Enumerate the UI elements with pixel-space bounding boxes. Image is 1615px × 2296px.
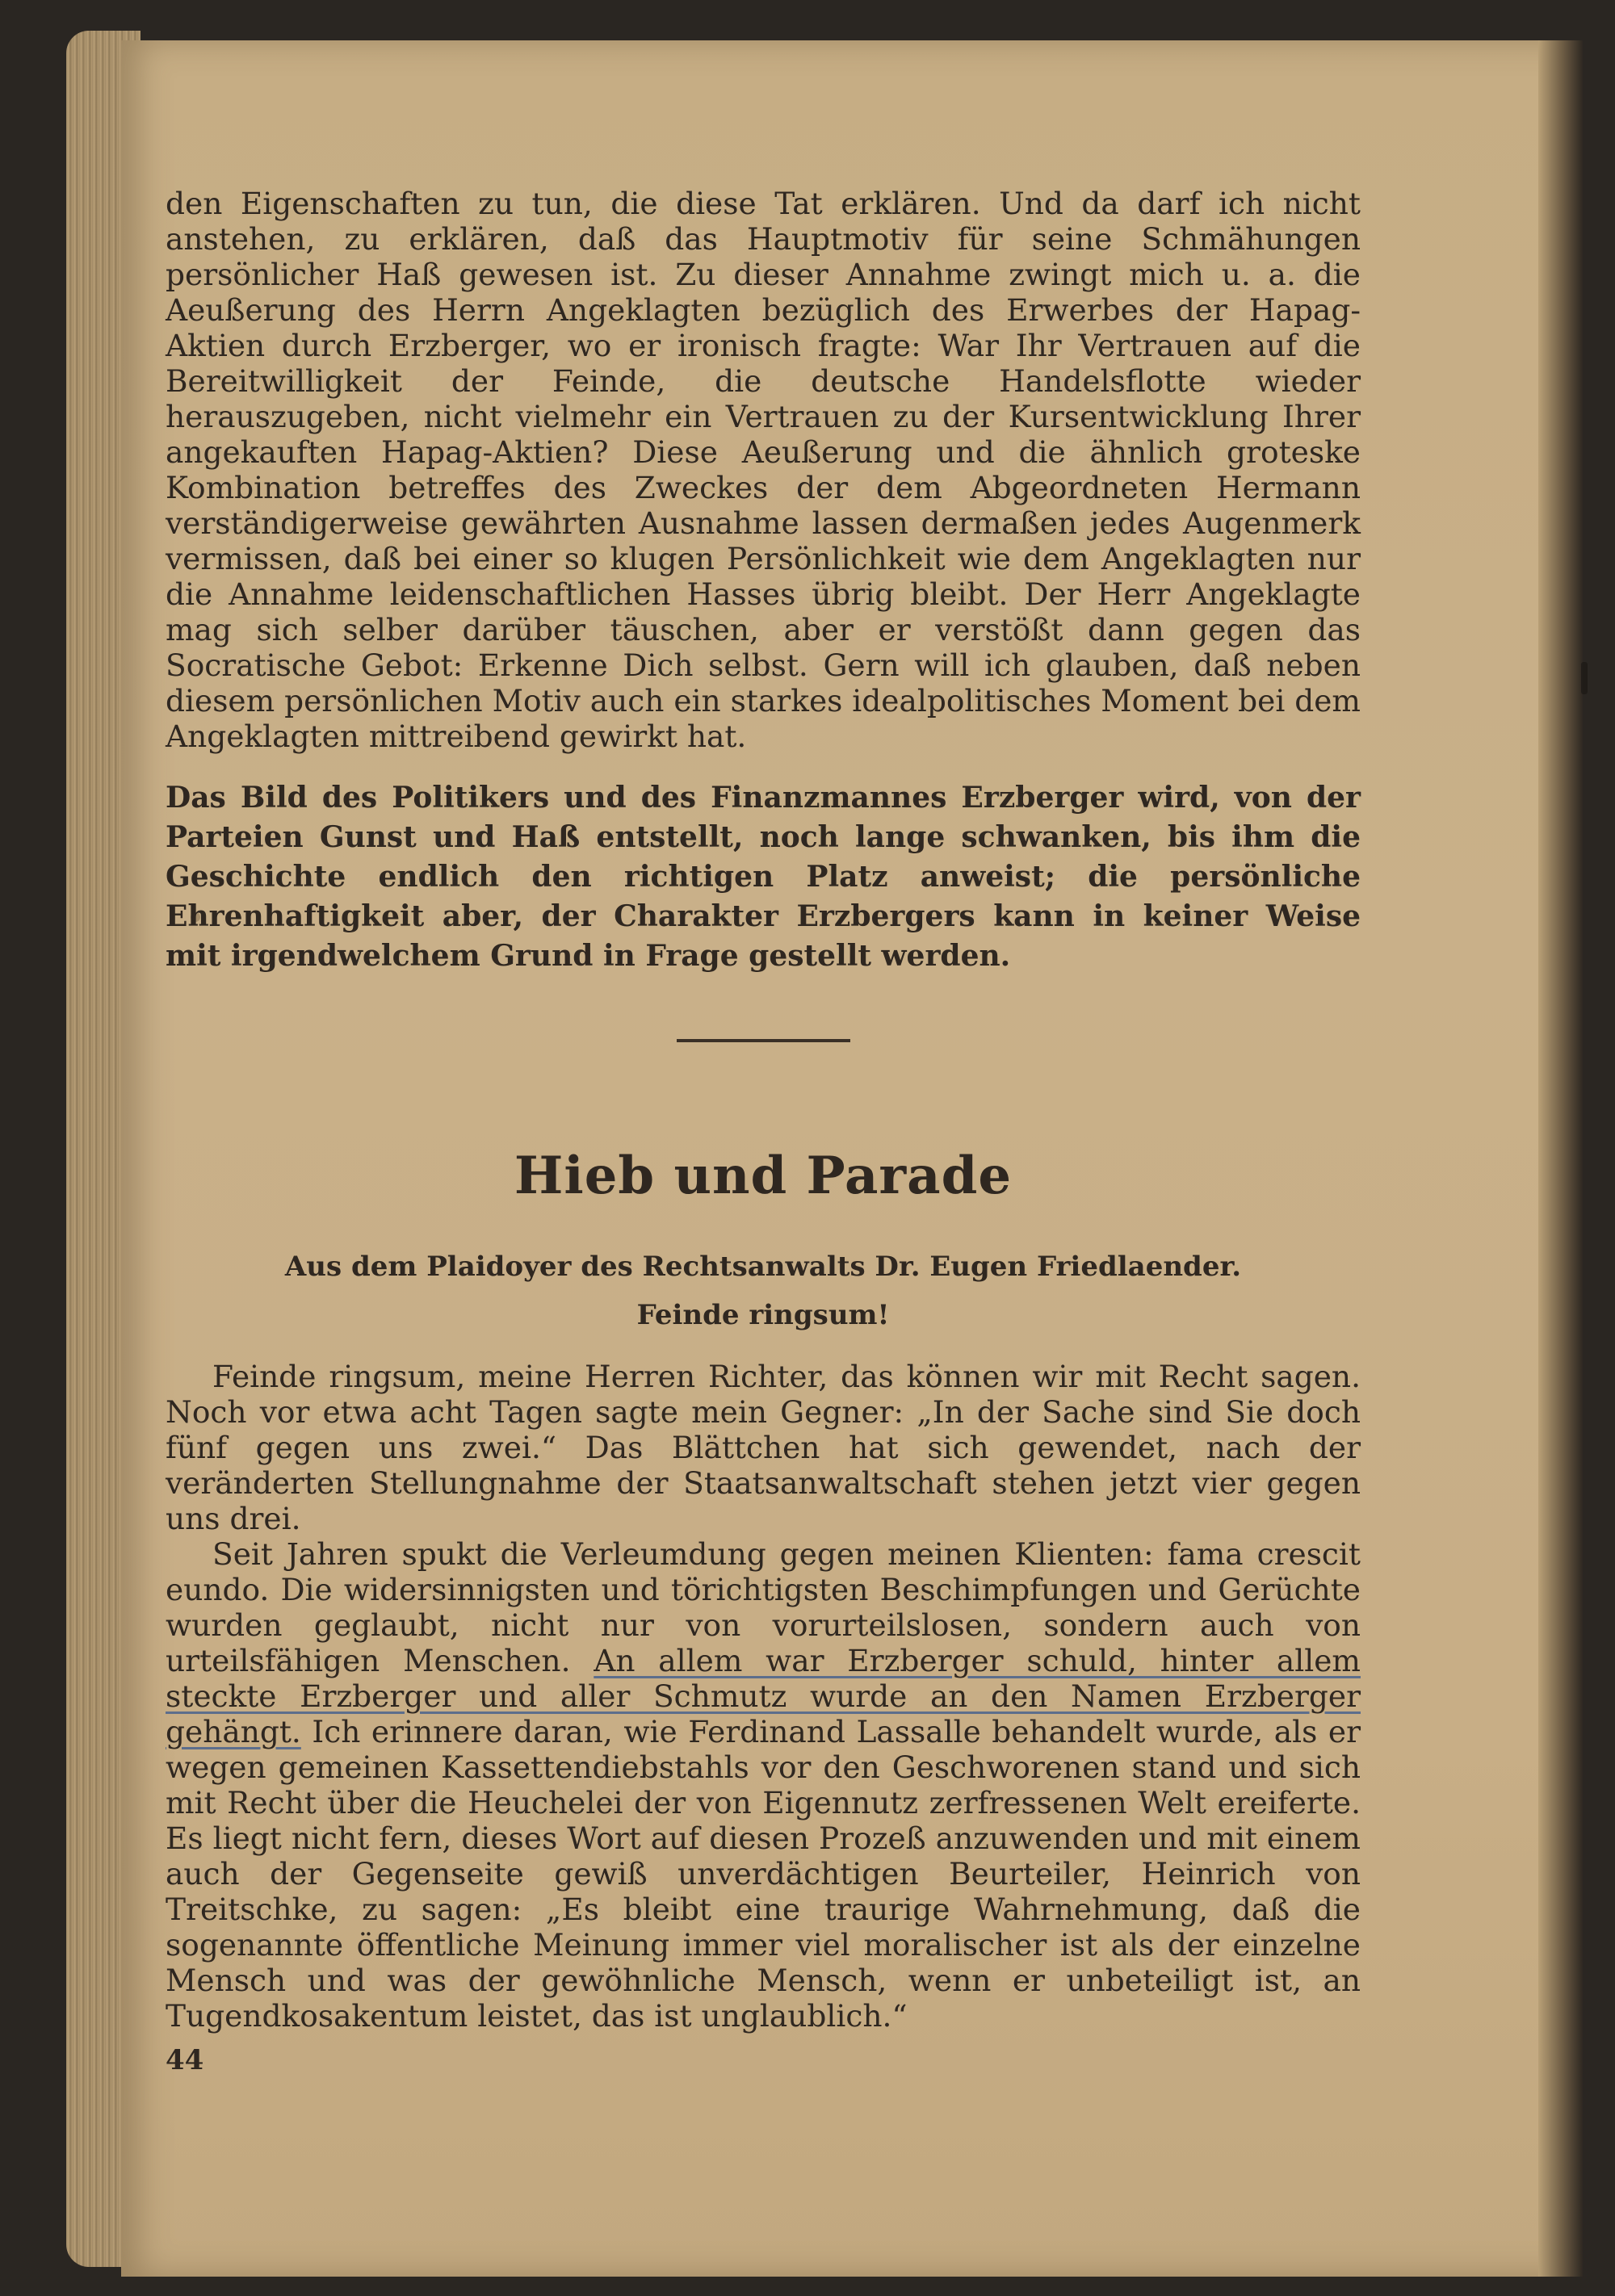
book-gutter bbox=[1538, 40, 1583, 2277]
paper-speck bbox=[1581, 662, 1588, 694]
section-body bbox=[166, 1359, 1361, 2034]
page-number: 44 bbox=[166, 2044, 204, 2076]
paragraph-1: den Eigenschaften zu tun, die diese Tat erklären. Und da darf ich nicht anstehen, zu erklären, daß das Hauptmotiv für seine Schmähungen persönlicher Haß gewesen ist. Zu dieser Annahme zwingt mich u. a. die Aeußerung des Herrn Angeklagten bezüglich des Erwerbes der Hapag-Aktien durch Erzberger, wo er ironisch fragte: War Ihr Vertrauen auf die Bereitwilligkeit der Feinde, die deutsche Handelsflotte wieder herauszugeben, nicht vielmehr ein Vertrauen zu der Kursentwicklung Ihrer angekauften Hapag-Aktien? Diese Aeußerung und die ähnlich groteske Kombination betreffes des Zweckes der dem Abgeordneten Hermann verständigerweise gewährten Ausnahme lassen dermaßen jedes Augenmerk vermissen, daß bei einer so klugen Persönlichkeit wie dem Angeklagten nur die Annahme leidenschaftlichen Hasses übrig bleibt. Der Herr Angeklagte mag sich selber darüber täuschen, aber er verstößt dann gegen das Socratische Gebot: Erkenne Dich selbst. Gern will ich glauben, daß neben diesem persönlichen Motiv auch ein starkes idealpolitisches Moment bei dem Angeklagten mittreibend gewirkt hat. bbox=[166, 186, 1361, 754]
section-subheading: Feinde ringsum! bbox=[636, 1299, 890, 1331]
section-divider bbox=[677, 1039, 850, 1042]
pencil-underlined-passage: An allem war Erzberger schuld, hinter allem steckte Erzberger und aller Schmutz wurde an den Namen Erzberger gehängt. bbox=[166, 1643, 1361, 1749]
paragraph-3: Feinde ringsum, meine Herren Richter, das können wir mit Recht sagen. Noch vor etwa acht Tagen sagte mein Gegner: „In der Sache sind Sie doch fünf gegen uns zwei.“ Das Blättchen hat sich gewendet, nach der veränderten Stellungnahme der Staatsanwaltschaft stehen jetzt vier gegen uns drei. bbox=[166, 1359, 1361, 1536]
page-text bbox=[166, 186, 1361, 2034]
paragraph-4-start: Seit Jahren spukt die Verleumdung gegen meinen Klienten: fama crescit eundo. Die widersinnigsten und törichtigsten Beschimpfungen und Gerüchte wurden geglaubt, nicht nur von vorurteilslosen, sondern auch von urteilsfähigen Menschen. bbox=[166, 1536, 1361, 1678]
paragraph-4 bbox=[166, 1536, 1361, 2034]
paragraph-4-end: Ich erinnere daran, wie Ferdinand Lassalle behandelt wurde, als er wegen gemeinen Kassettendiebstahls vor den Geschworenen stand und sich mit Recht über die Heuchelei der von Eigennutz zerfressenen Welt ereiferte. Es liegt nicht fern, dieses Wort auf diesen Prozeß anzuwenden und mit einem auch der Gegenseite gewiß unverdächtigen Beurteiler, Heinrich von Treitschke, zu sagen: „Es bleibt eine traurige Wahrnehmung, daß die sogenannte öffentliche Meinung immer viel moralischer ist als der einzelne Mensch und was der gewöhnliche Mensch, wenn er unbeteiligt ist, an Tugendkosakentum leistet, das ist unglaublich.“ bbox=[166, 1714, 1361, 2034]
section-heading: Hieb und Parade bbox=[514, 1146, 1013, 1206]
paragraph-2: Das Bild des Politikers und des Finanzmannes Erzberger wird, von der Parteien Gunst und Haß entstellt, noch lange schwanken, bis ihm die Geschichte endlich den richtigen Platz anweist; die persönliche Ehrenhaftigkeit aber, der Charakter Erzbergers kann in keiner Weise mit irgendwelchem Grund in Frage gestellt werden. bbox=[166, 781, 1361, 973]
section-subtitle: Aus dem Plaidoyer des Rechtsanwalts Dr. Eugen Friedlaender. bbox=[284, 1251, 1242, 1283]
